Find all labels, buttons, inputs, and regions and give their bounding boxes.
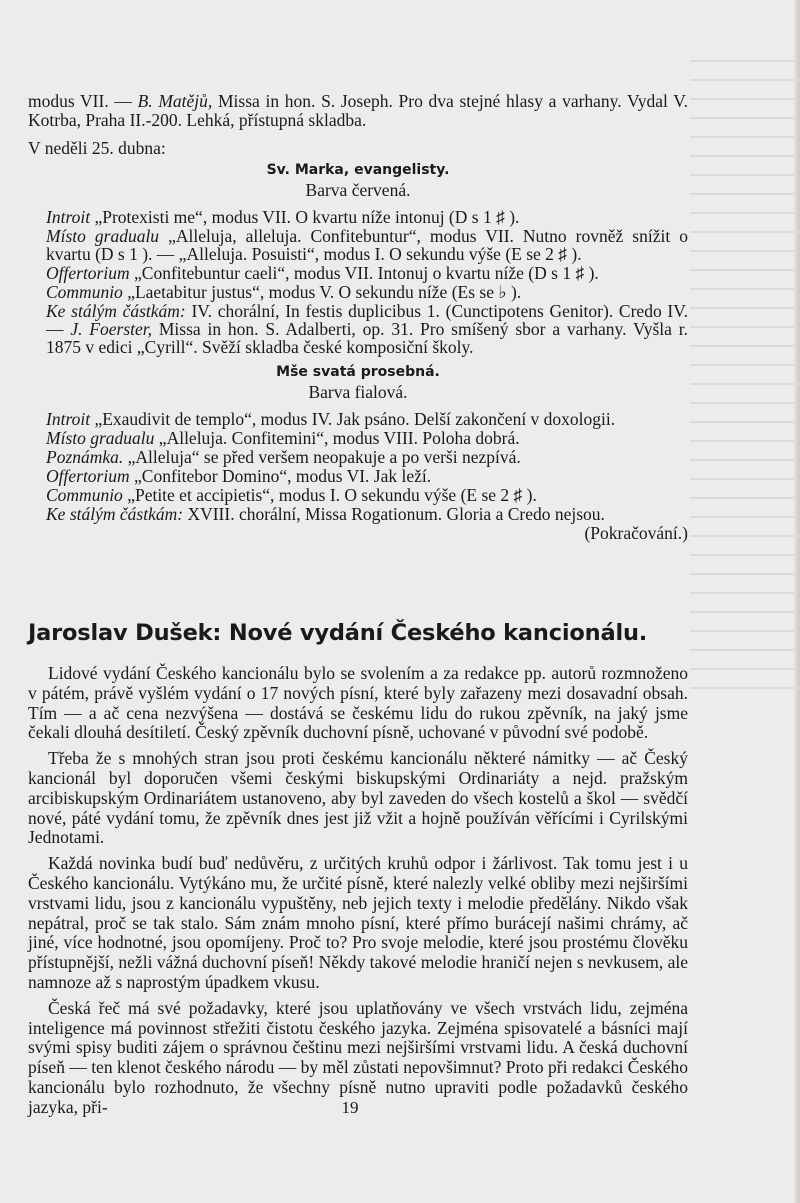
top-line-author: B. Matějů, xyxy=(137,91,213,111)
entry-label: Poznámka. xyxy=(46,446,124,467)
entry-label: Ke stálým částkám: xyxy=(46,300,186,321)
top-line-prefix: modus VII. — xyxy=(28,91,138,111)
entry-label: Místo gradualu xyxy=(46,427,155,448)
entry-label: Introit xyxy=(46,206,91,227)
feast1-offertory xyxy=(28,264,688,282)
entry-text: IV. chorální, In festis duplicibus 1. (Cunctipotens Genitor). Credo IV. — xyxy=(46,300,688,339)
feast2-note xyxy=(28,448,688,466)
feast1-introit xyxy=(28,208,688,226)
entry-text: „Exaudivit de templo“, modus IV. Jak psáno. Delší zakončení v doxologii. xyxy=(90,408,616,429)
entry-text: „Laetabitur justus“, modus V. O sekundu níže (Es se ♭ ). xyxy=(122,281,522,302)
top-line xyxy=(28,92,688,129)
entry-text: „Alleluja. Confitemini“, modus VIII. Poloha dobrá. xyxy=(154,427,520,448)
sunday-label: V neděli 25. dubna: xyxy=(28,138,166,158)
feast1-gradual xyxy=(28,227,688,263)
continued-note: (Pokračování.) xyxy=(584,522,688,543)
feast2-offertory xyxy=(28,467,688,485)
entry-text: „Alleluja, alleluja. Confitebuntur“, modus VII. Nutno rovněž snížit o kvartu (D s 1 ). — „Alleluja. Posuisti“, modus I. O sekundu výše (E se 2 ♯ ). xyxy=(46,225,688,264)
entry-author: J. Foerster, xyxy=(70,318,153,339)
liturgy-section xyxy=(28,92,688,543)
entry-text: „Protexisti me“, modus VII. O kvartu níže intonuj (D s 1 ♯ ). xyxy=(90,206,520,227)
entry-text: „Alleluja“ se před veršem neopakuje a po verši nezpívá. xyxy=(123,446,521,467)
feast1-color: Barva červená. xyxy=(305,179,411,200)
feast2-gradual xyxy=(28,429,688,447)
feast2-introit xyxy=(28,410,688,428)
feast2-ordinary xyxy=(28,505,688,523)
entry-text: „Petite et accipietis“, modus I. O sekundu výše (E se 2 ♯ ). xyxy=(122,484,537,505)
feast1-ordinary xyxy=(28,302,688,356)
entry-text-2: Missa in hon. S. Adalberti, op. 31. Pro smíšený sbor a varhany. Vyšla r. 1875 v edici „Cyrill“. Svěží skladba české komposiční školy. xyxy=(46,318,688,357)
feast2-title: Mše svatá prosebná. xyxy=(276,363,440,380)
feast1-communion xyxy=(28,283,688,301)
article-body xyxy=(28,664,688,1124)
feast2-color: Barva fialová. xyxy=(308,381,408,402)
page-edge xyxy=(794,0,800,1203)
entry-label: Communio xyxy=(46,281,123,302)
entry-label: Offertorium xyxy=(46,262,130,283)
article-paragraph: Každá novinka budí buď nedůvěru, z určitých kruhů odpor i žárlivost. Tak tomu jest i u Českého kancionálu. Vytýkáno mu, že určité písně, které nalezly velké obliby mezi nejširšími vrstvami lidu, jsou z kancionálu vypuštěny, neb jejich texty i melodie předělány. Nikdo však nepátral, proč se tak stalo. Sám znám mnoho písní, které přímo burácejí našimi chrámy, ač jiné, více hodnotné, jsou opomíjeny. Proč to? Pro svoje melodie, které jsou prostému člověku přístupnější, nežli vážná duchovní píseň! Někdy takové melodie hraničí nejen s nevkusem, ale namnoze až s naprostým úpadkem vkusu. xyxy=(28,853,688,992)
entry-label: Místo gradualu xyxy=(46,225,160,246)
entry-text: „Confitebuntur caeli“, modus VII. Intonuj o kvartu níže (D s 1 ♯ ). xyxy=(129,262,599,283)
entry-label: Ke stálým částkám: xyxy=(46,503,184,524)
feast2-communion xyxy=(28,486,688,504)
article-paragraph: Lidové vydání Českého kancionálu bylo se svolením a za redakce pp. autorů rozmnoženo v pátém, právě vyšlém vydání o 17 nových písní, které byly zařazeny mezi dosavadní obsah. Tím — a ač cena nezvýšena — dostává se českému lidu do rukou zpěvník, na jaký jsme čekali dlouhá desítiletí. Český zpěvník duchovní písně, uchované v původní své podobě. xyxy=(28,663,688,743)
top-line-rest: Missa in hon. S. Joseph. Pro dva stejné hlasy a varhany. Vydal V. Kotrba, Praha II.-200. Lehká, přístupná skladba. xyxy=(28,91,688,130)
show-through-text xyxy=(690,60,800,700)
page-number: 19 xyxy=(341,1098,359,1117)
article-title: Jaroslav Dušek: Nové vydání Českého kancionálu. xyxy=(28,620,648,646)
feast1-title: Sv. Marka, evangelisty. xyxy=(266,161,450,178)
entry-text: XVIII. chorální, Missa Rogationum. Gloria a Credo nejsou. xyxy=(183,503,605,524)
entry-label: Introit xyxy=(46,408,91,429)
article-paragraph: Česká řeč má své požadavky, které jsou uplatňovány ve všech vrstvách lidu, zejména inteligence má povinnost střežiti čistotu českého jazyka. Zejména spisovatelé a básníci mají svými spisy buditi zájem o správnou češtinu mezi nejširšími vrstvami lidu. A česká duchovní píseň — ten klenot českého národu — by měl zůstati nepovšimnut? Proto při redakci Českého kancionálu bylo rozhodnuto, že všechny písně nutno upraviti podle požadavků českého jazyka, při- xyxy=(28,997,688,1117)
article-paragraph: Třeba že s mnohých stran jsou proti českému kancionálu některé námitky — ač Český kancionál byl doporučen všemi českými biskupskými Ordinariáty a nejd. pražským arcibiskupským Ordinariátem ustanoveno, aby byl zaveden do všech kostelů a škol — svědčí nové, páté vydání tomu, že zpěvník dnes jest již vžit a hojně používán věřícími i Cyrilskými Jednotami. xyxy=(28,748,688,848)
entry-text: „Confitebor Domino“, modus VI. Jak leží. xyxy=(129,465,432,486)
entry-label: Communio xyxy=(46,484,123,505)
entry-label: Offertorium xyxy=(46,465,130,486)
